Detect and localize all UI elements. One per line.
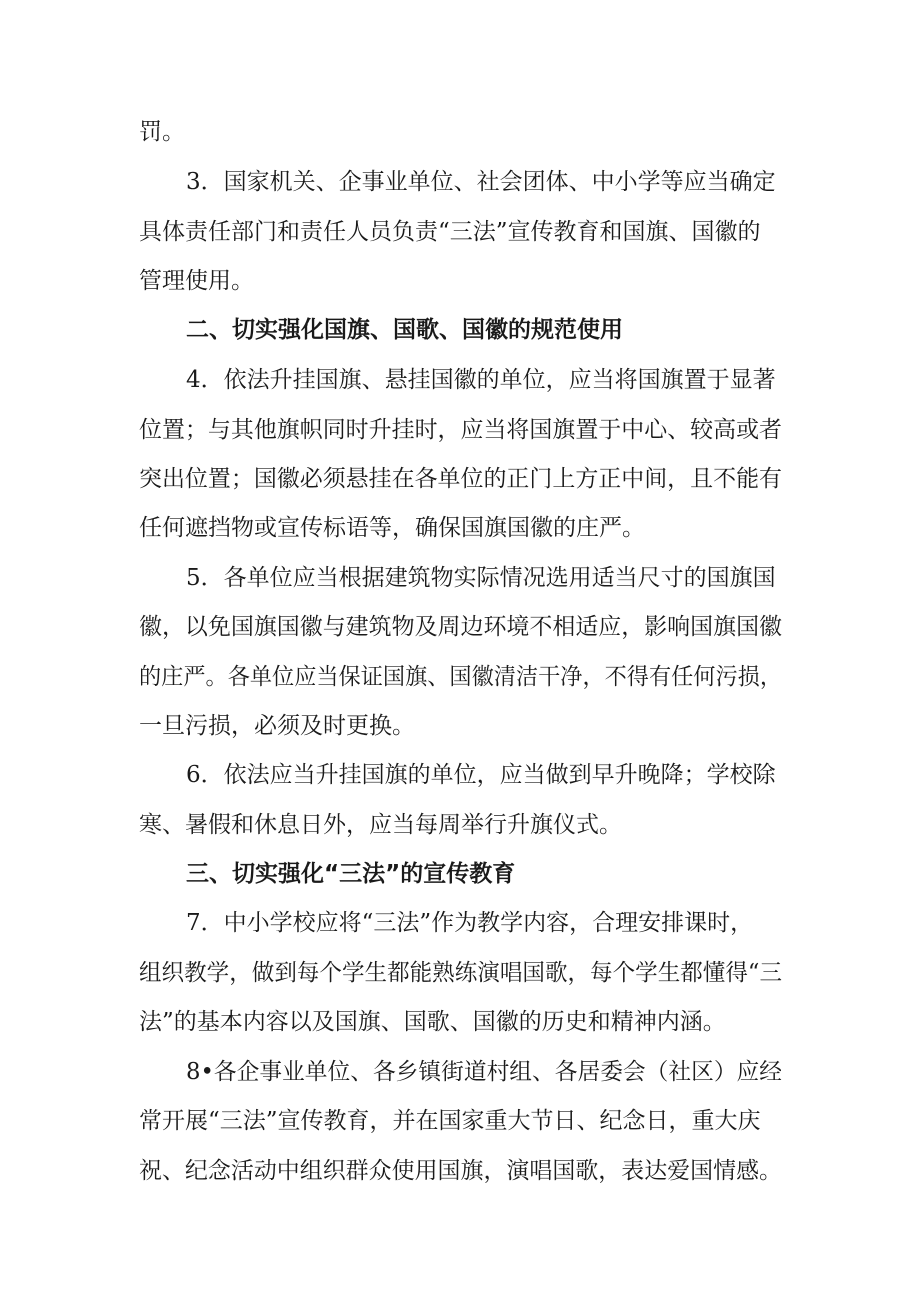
text-line: 徽，以免国旗国徽与建筑物及周边环境不相适应，影响国旗国徽 xyxy=(139,614,782,640)
paragraph-line xyxy=(0,207,920,257)
text-line: 组织教学，做到每个学生都能熟练演唱国歌，每个学生都懂得“三 xyxy=(139,960,782,986)
paragraph-line xyxy=(0,1096,920,1146)
text-line: 寒、暑假和休息日外，应当每周举行升旗仪式。 xyxy=(139,812,622,838)
text-line: 的庄严。各单位应当保证国旗、国徽清洁干净，不得有任何污损， xyxy=(139,664,782,690)
section-heading xyxy=(0,305,920,355)
paragraph-line xyxy=(0,1047,920,1097)
paragraph-line xyxy=(0,503,920,553)
paragraph-line xyxy=(0,1146,920,1196)
heading-text: 三、切实强化“三法”的宣传教育 xyxy=(186,861,516,887)
paragraph-line xyxy=(0,107,920,157)
paragraph-line xyxy=(0,355,920,405)
text-line: 位置；与其他旗帜同时升挂时，应当将国旗置于中心、较高或者 xyxy=(139,417,782,443)
paragraph-line xyxy=(0,997,920,1047)
text-line: 罚。 xyxy=(139,119,185,145)
paragraph-line xyxy=(0,602,920,652)
heading-text: 二、切实强化国旗、国歌、国徽的规范使用 xyxy=(186,317,623,343)
text-line: 法”的基本内容以及国旗、国歌、国徽的历史和精神内涵。 xyxy=(139,1009,726,1035)
section-heading xyxy=(0,849,920,899)
paragraph-line xyxy=(0,454,920,504)
paragraph-line xyxy=(0,948,920,998)
text-line: 常开展“三法”宣传教育，并在国家重大节日、纪念日，重大庆 xyxy=(139,1108,761,1134)
text-line: 突出位置；国徽必须悬挂在各单位的正门上方正中间，且不能有 xyxy=(139,466,782,492)
paragraph-line xyxy=(0,750,920,800)
text-line: 4．依法升挂国旗、悬挂国徽的单位，应当将国旗置于显著 xyxy=(186,367,776,393)
paragraph-line xyxy=(0,701,920,751)
text-line: 3．国家机关、企事业单位、社会团体、中小学等应当确定 xyxy=(186,169,776,195)
text-line: 管理使用。 xyxy=(139,268,254,294)
paragraph-line xyxy=(0,256,920,306)
paragraph-line xyxy=(0,405,920,455)
paragraph-line xyxy=(0,800,920,850)
text-line: 一旦污损，必须及时更换。 xyxy=(139,713,415,739)
text-line: 祝、纪念活动中组织群众使用国旗，演唱国歌，表达爱国情感。 xyxy=(139,1158,782,1184)
text-line: 8•各企事业单位、各乡镇街道村组、各居委会（社区）应经 xyxy=(186,1059,782,1085)
paragraph-line xyxy=(0,898,920,948)
text-line: 7．中小学校应将“三法”作为教学内容，合理安排课时， xyxy=(186,910,754,936)
paragraph-line xyxy=(0,553,920,603)
text-line: 6．依法应当升挂国旗的单位，应当做到早升晚降；学校除 xyxy=(186,762,776,788)
text-line: 任何遮挡物或宣传标语等，确保国旗国徽的庄严。 xyxy=(139,515,645,541)
paragraph-line xyxy=(0,157,920,207)
text-line: 具体责任部门和责任人员负责“三法”宣传教育和国旗、国徽的 xyxy=(139,219,761,245)
paragraph-line xyxy=(0,652,920,702)
text-line: 5．各单位应当根据建筑物实际情况选用适当尺寸的国旗国 xyxy=(186,565,776,591)
